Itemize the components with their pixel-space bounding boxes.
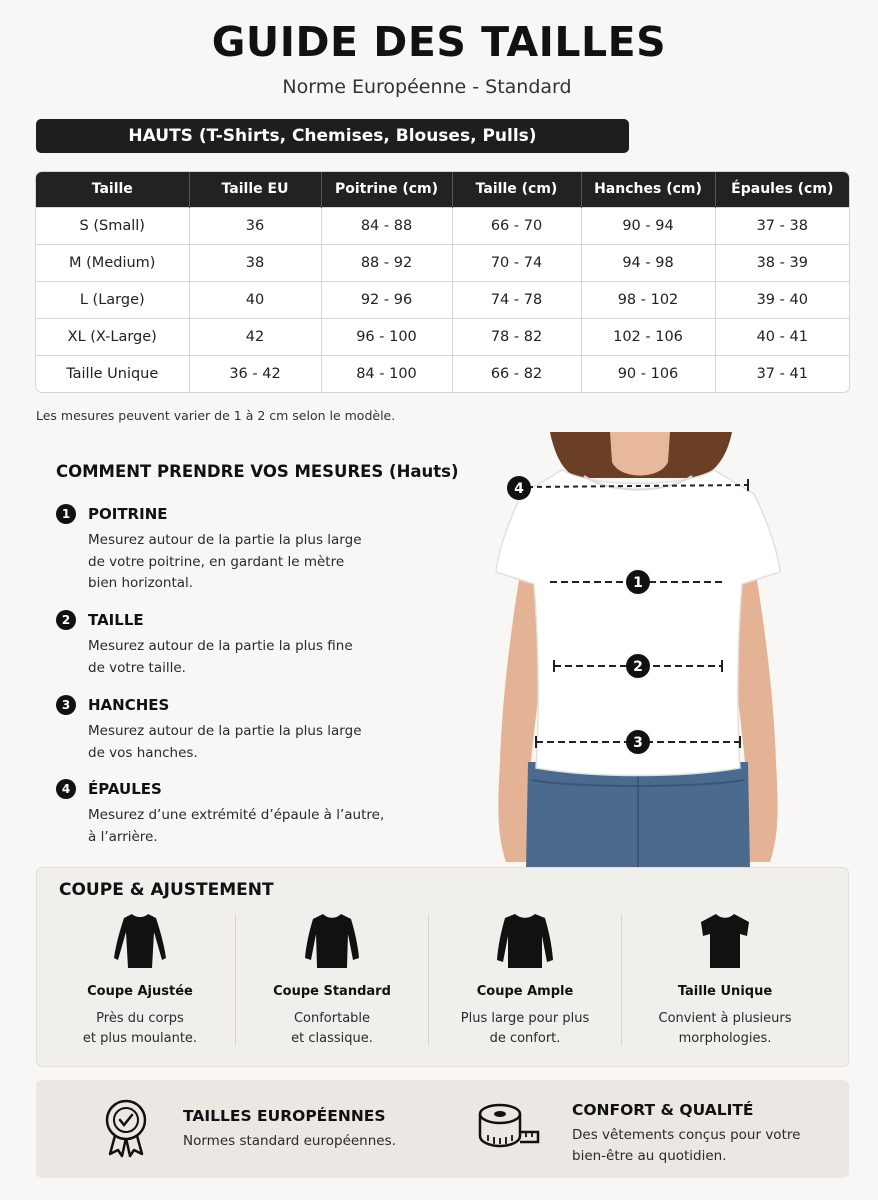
marker-2 xyxy=(626,654,650,678)
fit-divider xyxy=(235,914,236,1046)
table-cell: 42 xyxy=(189,318,321,355)
step-name: POITRINE xyxy=(88,505,168,523)
fit-panel xyxy=(36,867,849,1067)
table-cell: 37 - 38 xyxy=(715,207,849,244)
table-cell: 84 - 100 xyxy=(321,355,452,392)
table-cell: M (Medium) xyxy=(36,244,189,281)
table-cell: S (Small) xyxy=(36,207,189,244)
svg-text:4: 4 xyxy=(514,481,524,497)
table-cell: 90 - 106 xyxy=(581,355,715,392)
fit-name: Coupe Ample xyxy=(476,984,574,999)
step-number-badge: 4 xyxy=(56,779,76,799)
fit-description: Confortable et classique. xyxy=(291,1011,373,1046)
table-row xyxy=(36,207,849,244)
step-chest xyxy=(56,504,388,595)
marker-1 xyxy=(626,570,650,594)
col-header-waist: Taille (cm) xyxy=(452,172,581,207)
fit-item-standard xyxy=(237,910,427,1049)
table-cell: 102 - 106 xyxy=(581,318,715,355)
page-title: GUIDE DES TAILLES xyxy=(211,18,667,66)
table-row xyxy=(36,318,849,355)
table-row xyxy=(36,355,849,392)
fit-item-fitted xyxy=(45,910,235,1049)
footer-left-title: TAILLES EUROPÉENNES xyxy=(183,1107,386,1125)
howto-title: COMMENT PRENDRE VOS MESURES (Hauts) xyxy=(56,462,459,481)
step-hips xyxy=(56,695,388,764)
table-row xyxy=(36,244,849,281)
fitted-top-icon xyxy=(110,910,170,970)
step-name: HANCHES xyxy=(88,696,170,714)
step-number-badge: 1 xyxy=(56,504,76,524)
fit-item-loose xyxy=(430,910,620,1049)
table-cell: 37 - 41 xyxy=(715,355,849,392)
col-header-size: Taille xyxy=(36,172,189,207)
svg-text:2: 2 xyxy=(633,659,643,675)
table-cell: 38 - 39 xyxy=(715,244,849,281)
table-cell: 39 - 40 xyxy=(715,281,849,318)
table-cell: 90 - 94 xyxy=(581,207,715,244)
step-description: Mesurez autour de la partie la plus large de vos hanches. xyxy=(88,723,362,761)
table-cell: 70 - 74 xyxy=(452,244,581,281)
standard-top-icon xyxy=(302,910,362,970)
marker-3 xyxy=(626,730,650,754)
col-header-eu-size: Taille EU xyxy=(189,172,321,207)
step-number-badge: 3 xyxy=(56,695,76,715)
table-cell: L (Large) xyxy=(36,281,189,318)
table-cell: 98 - 102 xyxy=(581,281,715,318)
col-header-chest: Poitrine (cm) xyxy=(321,172,452,207)
table-cell: 84 - 88 xyxy=(321,207,452,244)
fit-divider xyxy=(428,914,429,1046)
step-number-badge: 2 xyxy=(56,610,76,630)
footer-right-title: CONFORT & QUALITÉ xyxy=(572,1101,754,1119)
table-cell: Taille Unique xyxy=(36,355,189,392)
footer-right-desc: Des vêtements conçus pour votre bien-être au quotidien. xyxy=(572,1127,801,1164)
measurement-note: Les mesures peuvent varier de 1 à 2 cm selon le modèle. xyxy=(36,408,396,423)
fit-description: Convient à plusieurs morphologies. xyxy=(658,1011,792,1046)
svg-text:3: 3 xyxy=(633,735,643,751)
model-measurement-illustration xyxy=(492,432,784,868)
table-cell: 94 - 98 xyxy=(581,244,715,281)
table-cell: 92 - 96 xyxy=(321,281,452,318)
loose-top-icon xyxy=(495,910,555,970)
fit-title: COUPE & AJUSTEMENT xyxy=(59,880,274,900)
fit-divider xyxy=(621,914,622,1046)
fit-description: Près du corps et plus moulante. xyxy=(82,1011,198,1046)
table-cell: 38 xyxy=(189,244,321,281)
table-cell: 40 - 41 xyxy=(715,318,849,355)
size-table xyxy=(36,172,849,392)
page-subtitle: Norme Européenne - Standard xyxy=(282,76,572,98)
table-cell: 88 - 92 xyxy=(321,244,452,281)
table-row xyxy=(36,281,849,318)
step-shoulders xyxy=(56,779,388,848)
fit-name: Coupe Ajustée xyxy=(87,984,193,999)
footer-panel xyxy=(36,1080,849,1178)
table-cell: 36 xyxy=(189,207,321,244)
step-description: Mesurez autour de la partie la plus large de votre poitrine, en gardant le mètre bien horizontal. xyxy=(88,532,362,591)
model-neck xyxy=(610,432,670,476)
table-cell: 66 - 82 xyxy=(452,355,581,392)
table-cell: 40 xyxy=(189,281,321,318)
one-size-top-icon xyxy=(695,910,755,970)
table-cell: 96 - 100 xyxy=(321,318,452,355)
table-cell: 36 - 42 xyxy=(189,355,321,392)
table-header-row xyxy=(36,172,849,207)
step-description: Mesurez d’une extrémité d’épaule à l’autre, à l’arrière. xyxy=(88,807,385,845)
step-waist xyxy=(56,610,388,679)
category-banner: HAUTS (T-Shirts, Chemises, Blouses, Pulls) xyxy=(36,119,629,153)
step-name: TAILLE xyxy=(88,611,144,629)
table-cell: 66 - 70 xyxy=(452,207,581,244)
svg-text:1: 1 xyxy=(633,575,643,591)
measuring-tape-icon xyxy=(476,1102,540,1148)
table-cell: 74 - 78 xyxy=(452,281,581,318)
model-tshirt xyxy=(496,470,780,776)
footer-left-desc: Normes standard européennes. xyxy=(183,1133,396,1149)
fit-description: Plus large pour plus de confort. xyxy=(460,1011,590,1046)
table-cell: 78 - 82 xyxy=(452,318,581,355)
fit-name: Coupe Standard xyxy=(273,984,391,999)
step-description: Mesurez autour de la partie la plus fine de votre taille. xyxy=(88,638,353,676)
col-header-shoulders: Épaules (cm) xyxy=(715,172,849,207)
table-cell: XL (X-Large) xyxy=(36,318,189,355)
marker-4 xyxy=(507,476,531,500)
award-badge-icon xyxy=(104,1098,148,1158)
fit-name: Taille Unique xyxy=(677,984,773,999)
fit-item-one-size xyxy=(630,910,820,1049)
col-header-hips: Hanches (cm) xyxy=(581,172,715,207)
step-name: ÉPAULES xyxy=(88,780,162,798)
